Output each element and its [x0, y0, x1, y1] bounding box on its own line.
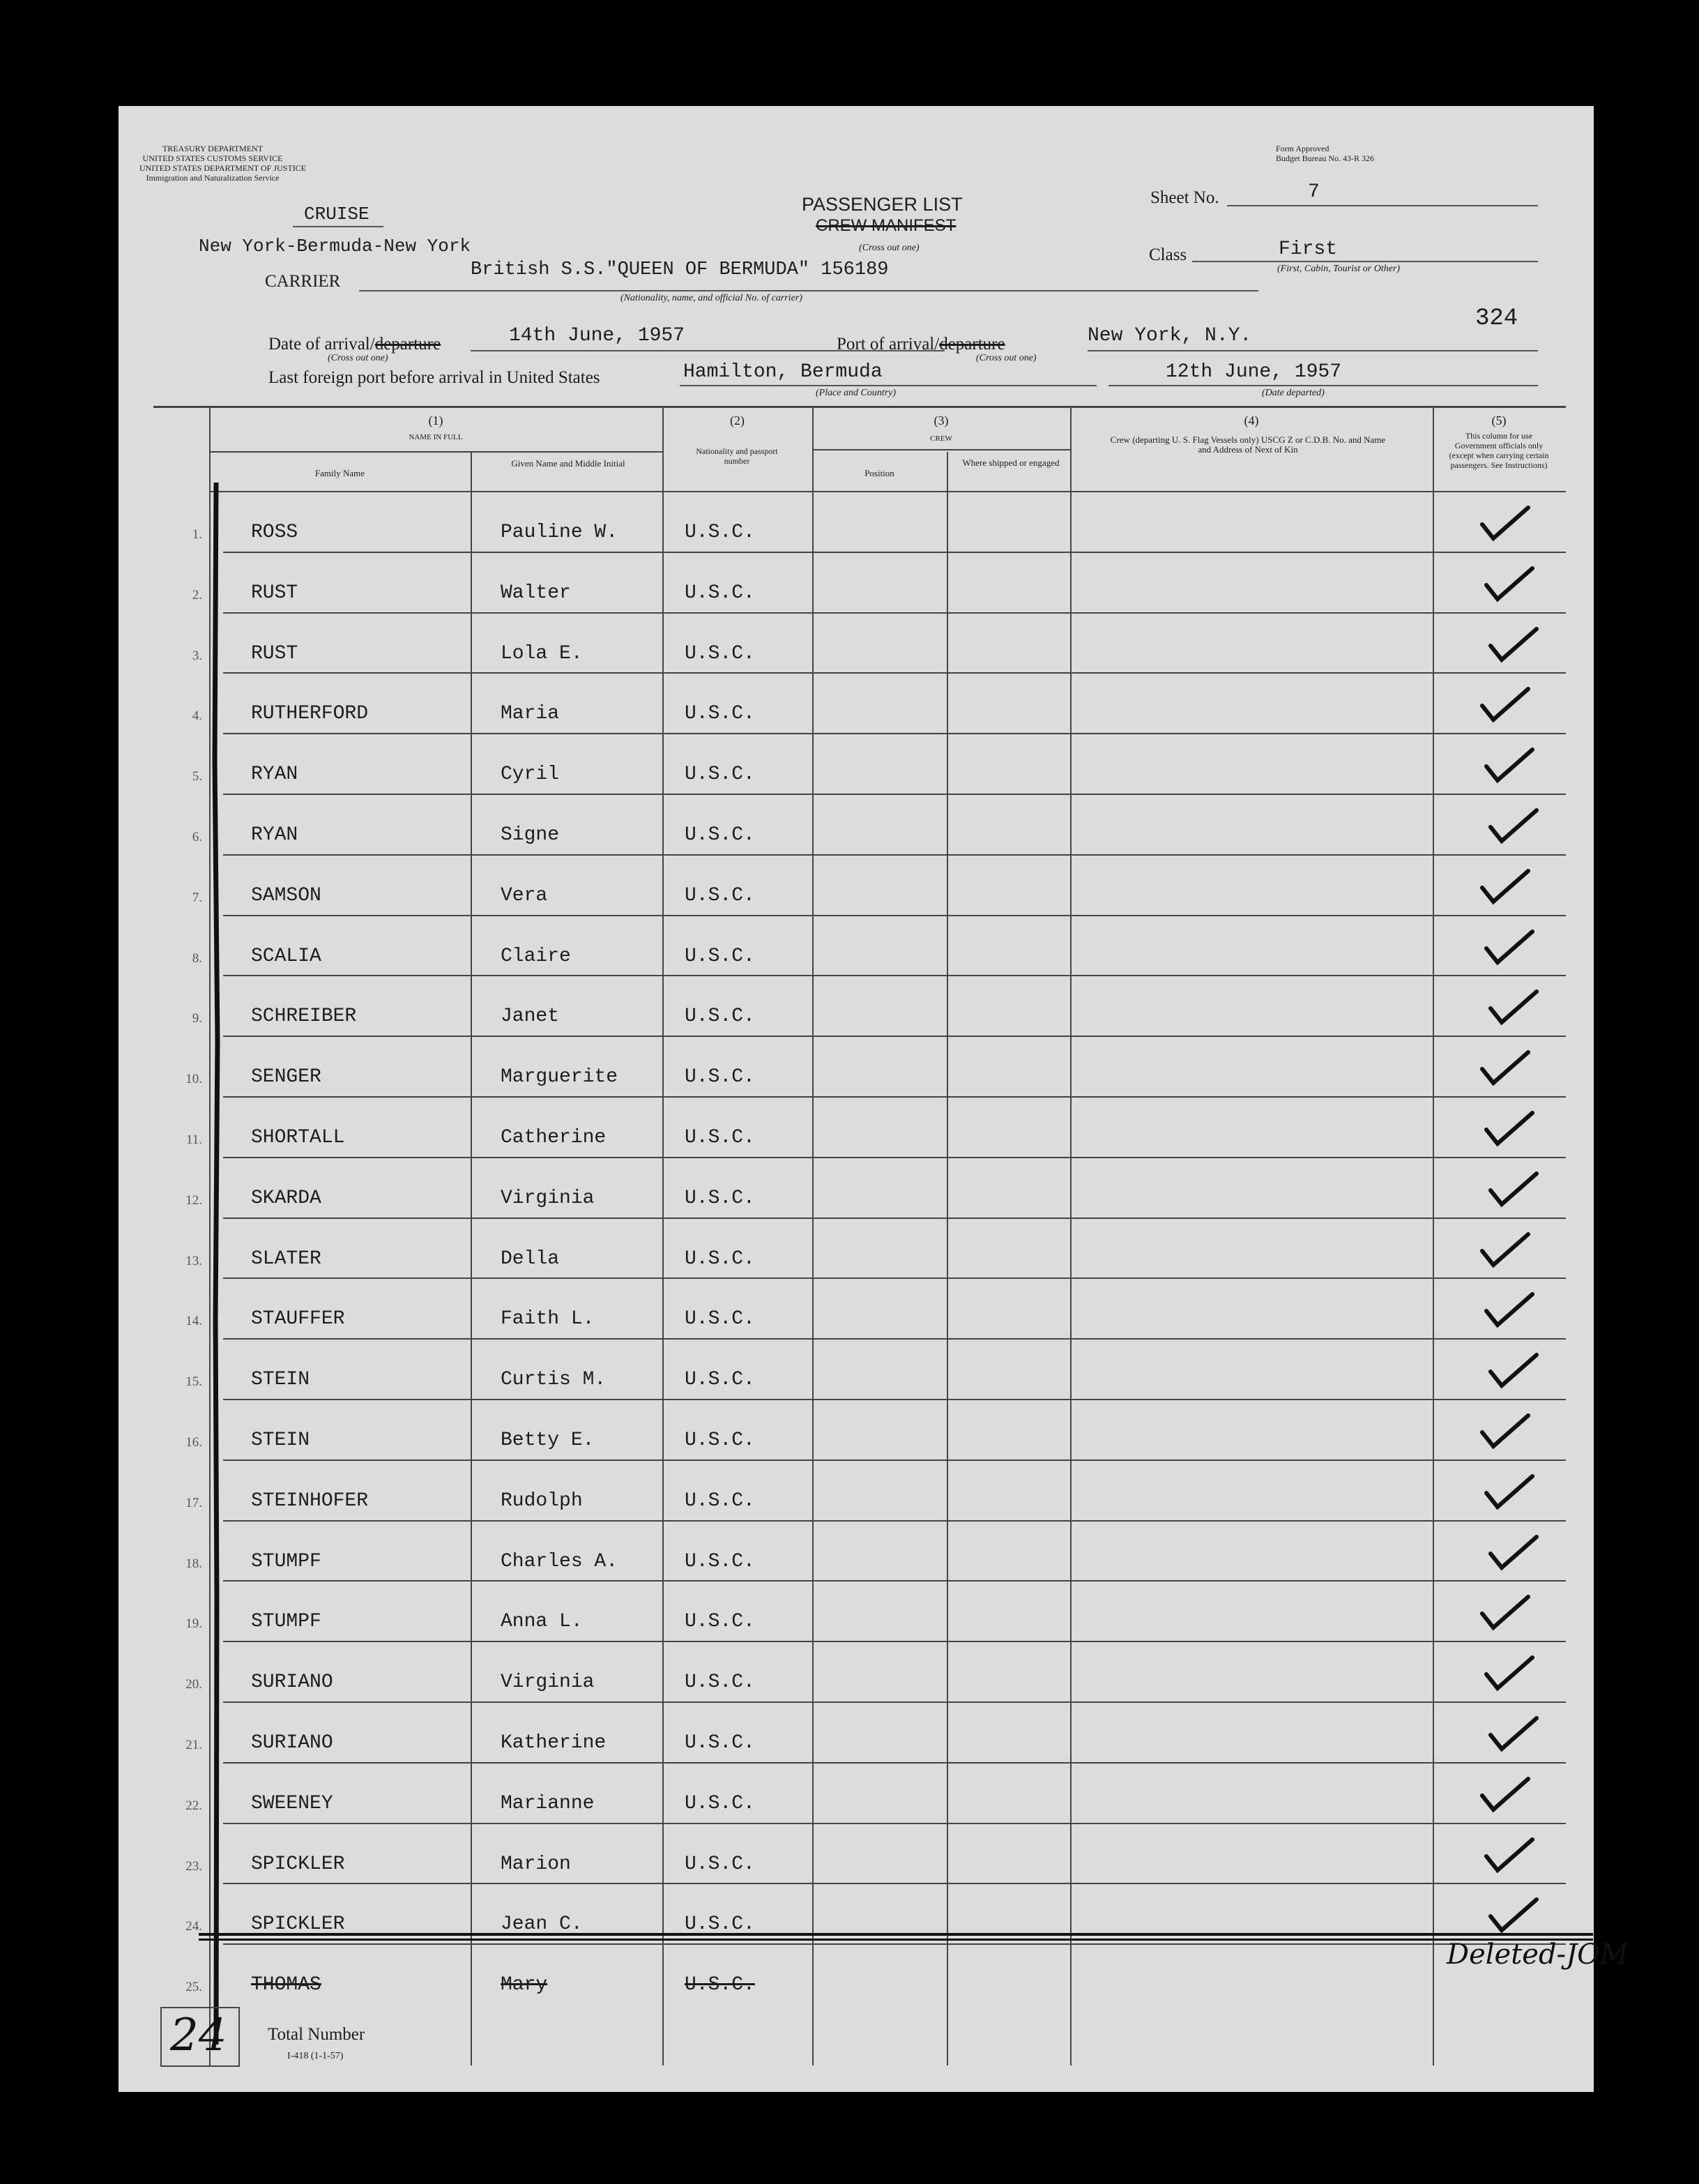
row-number: 15.: [185, 1374, 202, 1390]
family-name: SPICKLER: [251, 1853, 345, 1875]
check-mark-icon: [1486, 1533, 1542, 1575]
given-name: Katherine: [501, 1732, 607, 1754]
row-number: 2.: [192, 587, 202, 602]
given-name: Pauline W.: [501, 522, 618, 543]
row-divider: [223, 915, 1566, 916]
sheet-no: 7: [1308, 181, 1320, 203]
agency-line: Immigration and Naturalization Service: [146, 173, 280, 183]
row-number: 24.: [185, 1919, 202, 1934]
budget-bureau: Budget Bureau No. 43-R 326: [1276, 153, 1374, 163]
check-mark-icon: [1478, 503, 1534, 545]
family-name: RYAN: [251, 764, 298, 786]
row-number: 9.: [192, 1011, 202, 1026]
row-number: 13.: [185, 1253, 202, 1268]
given-name: Charles A.: [501, 1550, 618, 1572]
check-mark-icon: [1486, 625, 1542, 667]
nationality: U.S.C.: [685, 1853, 755, 1875]
family-name: SLATER: [251, 1248, 321, 1270]
family-name: THOMAS: [251, 1974, 321, 1996]
nationality: U.S.C.: [685, 1369, 755, 1391]
nationality: U.S.C.: [685, 1550, 755, 1572]
nationality: U.S.C.: [685, 884, 755, 907]
title-struck: CREW MANIFEST: [816, 216, 957, 235]
given-name: Signe: [501, 824, 560, 846]
given-name: Vera: [501, 884, 548, 907]
family-name: SCHREIBER: [251, 1006, 357, 1028]
given-name: Marion: [501, 1853, 571, 1875]
row-number: 7.: [192, 890, 202, 905]
route: New York-Bermuda-New York: [199, 236, 471, 257]
page-stamp: 324: [1475, 305, 1518, 332]
row-divider: [223, 1096, 1566, 1098]
check-mark-icon: [1486, 1351, 1542, 1393]
row-divider: [223, 1641, 1566, 1642]
check-mark-icon: [1486, 987, 1542, 1029]
row-number: 16.: [185, 1435, 202, 1450]
nationality: U.S.C.: [685, 1671, 755, 1694]
family-name: STEINHOFER: [251, 1489, 369, 1512]
nationality: U.S.C.: [685, 1187, 755, 1209]
check-mark-icon: [1482, 1653, 1538, 1695]
nationality: U.S.C.: [685, 1792, 755, 1814]
family-name: SURIANO: [251, 1732, 333, 1754]
col3-num: (3): [934, 414, 949, 427]
check-mark-icon: [1486, 1714, 1542, 1756]
col4-title: Crew (departing U. S. Flag Vessels only) USCG Z or C.D.B. No. and Name and Address of Next of Kin: [1110, 434, 1386, 455]
nationality: U.S.C.: [685, 1732, 755, 1754]
family-name: STEIN: [251, 1369, 310, 1391]
given-name: Anna L.: [501, 1611, 583, 1633]
port-label: Port of arrival/departure: [837, 335, 1005, 354]
last-port: Hamilton, Bermuda: [683, 361, 883, 383]
where-shipped-header: Where shipped or engaged: [962, 457, 1060, 468]
deleted-signature: [1447, 1932, 1629, 1980]
row-number: 18.: [185, 1556, 202, 1571]
check-mark-icon: [1482, 745, 1538, 787]
check-mark-icon: [1478, 867, 1534, 909]
class-value: First: [1279, 238, 1338, 260]
col2-num: (2): [730, 414, 745, 427]
vessel-note: (Nationality, name, and official No. of carrier): [620, 293, 802, 303]
row-number: 1.: [192, 527, 202, 542]
form-number: I-418 (1-1-57): [287, 2051, 344, 2061]
nationality: U.S.C.: [685, 764, 755, 786]
nationality: U.S.C.: [685, 1066, 755, 1089]
class-note: (First, Cabin, Tourist or Other): [1277, 264, 1401, 274]
given-name: Jean C.: [501, 1913, 583, 1936]
row-divider: [223, 854, 1566, 856]
given-name: Catherine: [501, 1127, 607, 1148]
col2-title: Nationality and passport number: [696, 446, 778, 466]
family-name: SENGER: [251, 1066, 321, 1089]
date-departed: 12th June, 1957: [1166, 361, 1342, 383]
given-name: Claire: [501, 945, 571, 967]
col5-title: This column for use Government officials only (except when carrying certain passengers. See Instructions): [1449, 431, 1549, 470]
check-mark-icon: [1482, 1290, 1538, 1332]
family-name: SCALIA: [251, 945, 321, 967]
row-divider: [223, 1277, 1566, 1279]
given-name: Betty E.: [501, 1430, 595, 1451]
given-name: Walter: [501, 582, 571, 604]
row-divider: [223, 612, 1566, 614]
row-number: 4.: [192, 708, 202, 724]
col1-num: (1): [428, 414, 443, 427]
row-divider: [223, 1701, 1566, 1703]
row-number: 6.: [192, 830, 202, 844]
row-number: 5.: [192, 769, 202, 784]
row-divider: [223, 1218, 1566, 1219]
check-mark-icon: [1478, 1593, 1534, 1635]
family-name: SPICKLER: [251, 1913, 345, 1936]
row-number: 8.: [192, 950, 202, 966]
family-name: STUMPF: [251, 1611, 321, 1633]
nationality: U.S.C.: [685, 1489, 755, 1512]
row-divider: [223, 975, 1566, 976]
col1-title: NAME IN FULL: [409, 433, 463, 441]
given-name: Cyril: [501, 764, 560, 786]
row-number: 25.: [185, 1980, 202, 1995]
nationality: U.S.C.: [685, 1974, 755, 1996]
given-name: Mary: [501, 1974, 548, 1996]
nationality: U.S.C.: [685, 1611, 755, 1633]
manifest-page: [119, 106, 1629, 2092]
vessel: British S.S."QUEEN OF BERMUDA" 156189: [471, 259, 889, 280]
row-number: 14.: [185, 1314, 202, 1329]
row-number: 23.: [185, 1858, 202, 1874]
nationality: U.S.C.: [685, 522, 755, 543]
check-mark-icon: [1482, 564, 1538, 606]
nationality: U.S.C.: [685, 1248, 755, 1270]
carrier-label: CARRIER: [265, 272, 341, 291]
family-name: RUST: [251, 582, 298, 604]
given-name: Rudolph: [501, 1489, 583, 1512]
row-number: 22.: [185, 1798, 202, 1813]
given-name: Marguerite: [501, 1066, 618, 1089]
row-number: 10.: [185, 1072, 202, 1087]
row-number: 21.: [185, 1738, 202, 1752]
family-name: STEIN: [251, 1430, 310, 1451]
col5-num: (5): [1491, 414, 1507, 427]
family-name: SHORTALL: [251, 1127, 345, 1148]
date-note: (Date departed): [1262, 388, 1325, 398]
row-number: 19.: [185, 1616, 202, 1632]
given-name-header: Given Name and Middle Initial: [511, 458, 625, 469]
given-name: Curtis M.: [501, 1369, 607, 1391]
nationality: U.S.C.: [685, 1913, 755, 1936]
port-cross-note: (Cross out one): [976, 353, 1037, 363]
row-divider: [223, 1943, 1566, 1945]
check-mark-icon: [1482, 1472, 1538, 1514]
row-number: 3.: [192, 648, 202, 663]
arrival-label: Date of arrival/departure: [268, 335, 441, 354]
nationality: U.S.C.: [685, 1006, 755, 1028]
port-value: New York, N.Y.: [1088, 325, 1252, 347]
given-name: Faith L.: [501, 1308, 595, 1330]
given-name: Virginia: [501, 1671, 595, 1694]
given-name: Janet: [501, 1006, 560, 1028]
sheet-label: Sheet No.: [1150, 188, 1219, 207]
total-handwritten: 24: [170, 2010, 227, 2061]
bracket-line: [209, 483, 223, 2072]
given-name: Maria: [501, 703, 560, 725]
check-mark-icon: [1482, 1835, 1538, 1877]
class-label: Class: [1149, 245, 1187, 264]
row-divider: [223, 672, 1566, 674]
family-name-header: Family Name: [314, 468, 365, 478]
svg-text:Deleted-JOM: Deleted-JOM: [1447, 1939, 1629, 1971]
given-name: Marianne: [501, 1792, 595, 1814]
row-divider: [223, 794, 1566, 795]
position-header: Position: [864, 468, 894, 478]
check-mark-icon: [1486, 806, 1542, 848]
arrival-cross-note: (Cross out one): [328, 353, 388, 363]
last-port-label: Last foreign port before arrival in United States: [268, 368, 600, 387]
row-divider: [223, 733, 1566, 734]
given-name: Virginia: [501, 1187, 595, 1209]
row-divider: [223, 1036, 1566, 1037]
row-divider: [223, 1338, 1566, 1340]
nationality: U.S.C.: [685, 1127, 755, 1148]
voyage-type: CRUISE: [304, 204, 369, 225]
nationality: U.S.C.: [685, 945, 755, 967]
row-divider: [223, 1823, 1566, 1824]
row-divider: [223, 552, 1566, 553]
row-divider: [223, 1459, 1566, 1461]
agency-line: UNITED STATES CUSTOMS SERVICE: [142, 153, 283, 163]
given-name: Lola E.: [501, 642, 583, 665]
check-mark-icon: [1478, 1411, 1534, 1453]
row-divider: [223, 1157, 1566, 1158]
family-name: RUTHERFORD: [251, 703, 369, 725]
row-number: 12.: [185, 1192, 202, 1208]
check-mark-icon: [1478, 1048, 1534, 1090]
col4-num: (4): [1244, 414, 1259, 427]
nationality: U.S.C.: [685, 1308, 755, 1330]
family-name: SURIANO: [251, 1671, 333, 1694]
family-name: SAMSON: [251, 884, 321, 907]
family-name: STUMPF: [251, 1550, 321, 1572]
place-note: (Place and Country): [816, 388, 897, 398]
col3-title: CREW: [930, 434, 952, 443]
page-title: PASSENGER LIST: [802, 194, 963, 215]
nationality: U.S.C.: [685, 1430, 755, 1451]
family-name: SKARDA: [251, 1187, 321, 1209]
family-name: RYAN: [251, 824, 298, 846]
row-divider: [223, 1580, 1566, 1582]
nationality: U.S.C.: [685, 642, 755, 665]
form-approved: Form Approved: [1276, 144, 1330, 153]
check-mark-icon: [1478, 685, 1534, 727]
agency-line: UNITED STATES DEPARTMENT OF JUSTICE: [139, 163, 307, 173]
family-name: RUST: [251, 642, 298, 665]
family-name: SWEENEY: [251, 1792, 333, 1814]
row-number: 11.: [185, 1132, 202, 1147]
nationality: U.S.C.: [685, 703, 755, 725]
family-name: STAUFFER: [251, 1308, 345, 1330]
family-name: ROSS: [251, 522, 298, 543]
arrival-date: 14th June, 1957: [509, 325, 685, 347]
check-mark-icon: [1486, 1169, 1542, 1211]
nationality: U.S.C.: [685, 582, 755, 604]
check-mark-icon: [1482, 927, 1538, 969]
nationality: U.S.C.: [685, 824, 755, 846]
row-divider: [223, 1883, 1566, 1884]
row-divider: [223, 1520, 1566, 1522]
row-divider: [223, 1762, 1566, 1764]
row-number: 20.: [185, 1677, 202, 1692]
total-label: Total Number: [268, 2025, 365, 2044]
row-number: 17.: [185, 1495, 202, 1510]
cross-out-note: (Cross out one): [859, 243, 920, 253]
check-mark-icon: [1478, 1230, 1534, 1272]
check-mark-icon: [1478, 1775, 1534, 1817]
agency-line: TREASURY DEPARTMENT: [162, 144, 264, 153]
check-mark-icon: [1482, 1109, 1538, 1151]
given-name: Della: [501, 1248, 560, 1270]
row-divider: [223, 1399, 1566, 1400]
